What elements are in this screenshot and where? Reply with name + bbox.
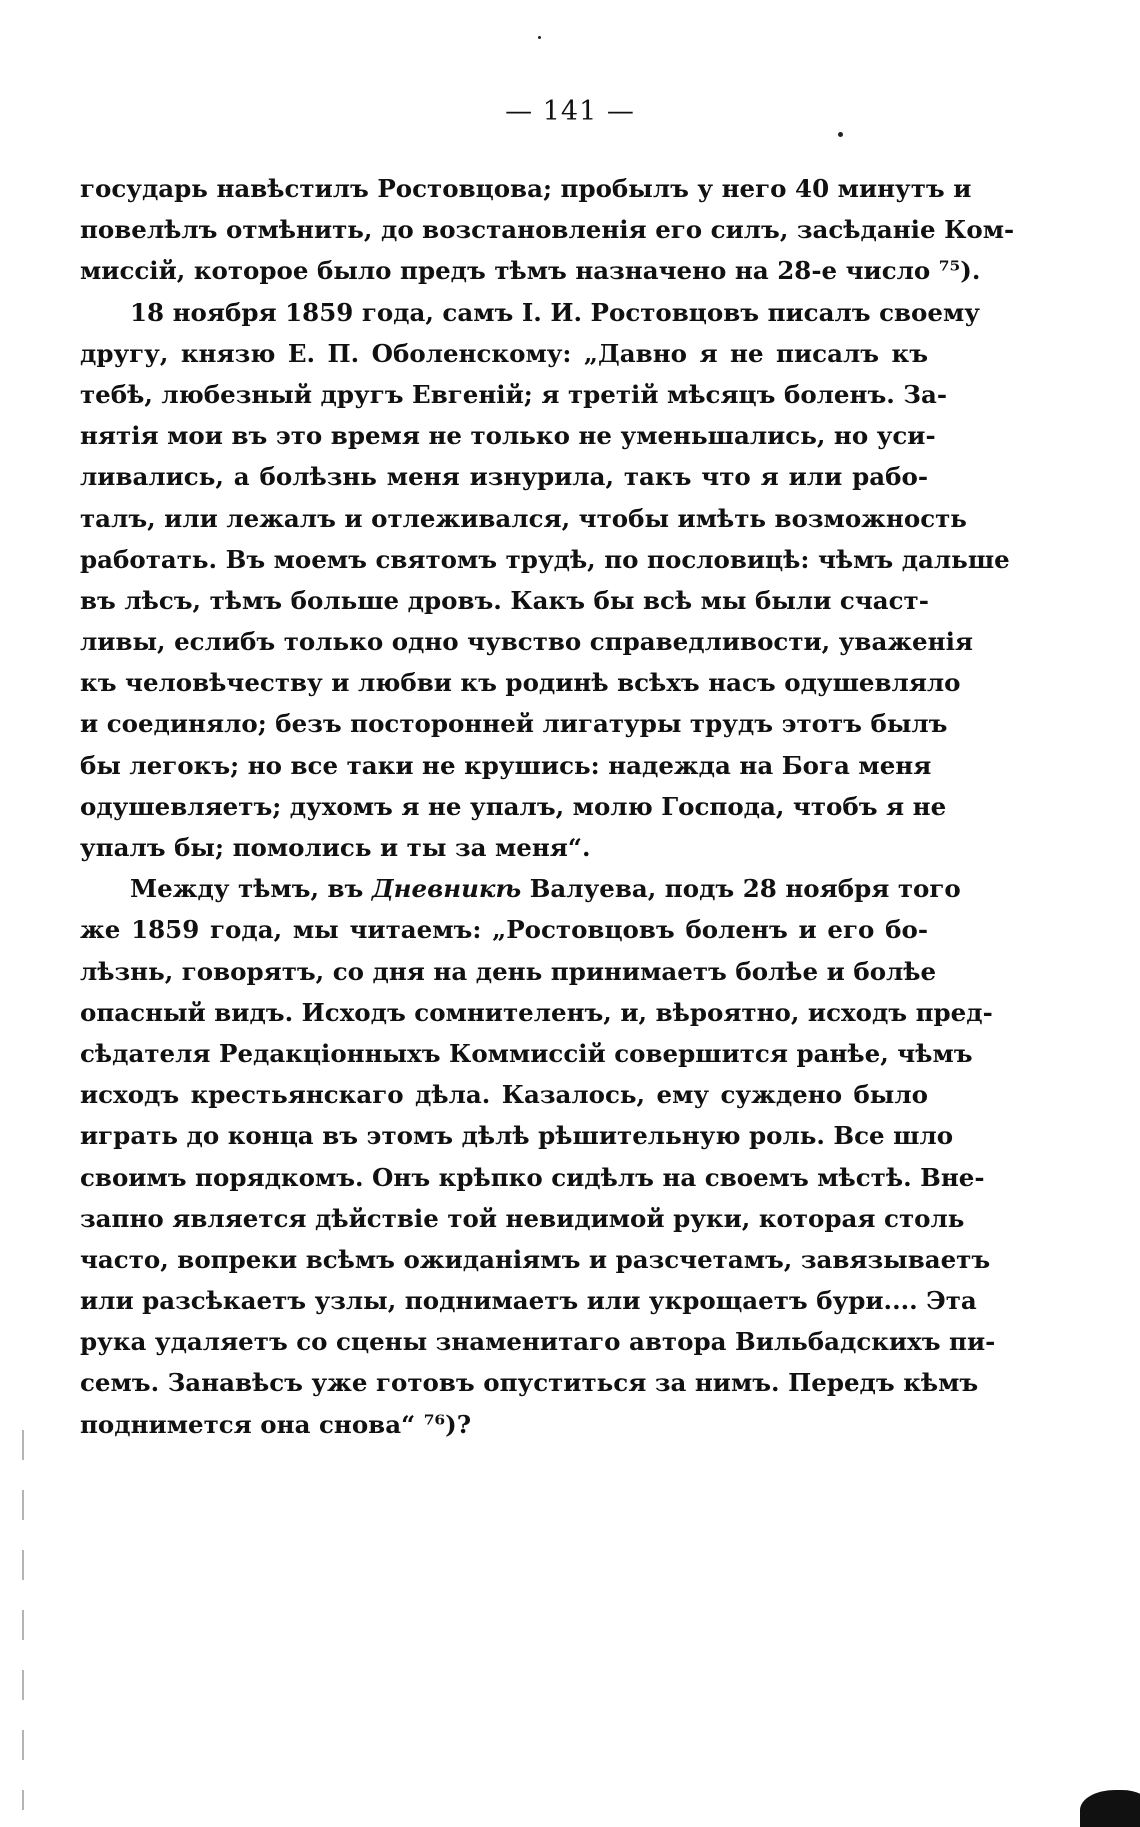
text-line: часто, вопреки всѣмъ ожиданіямъ и разсчетамъ, завязываетъ xyxy=(80,1244,991,1274)
text-line: нятія мои въ это время не только не уменьшались, но уси- xyxy=(80,421,936,451)
text-line: талъ, или лежалъ и отлеживался, чтобы имѣть возможность xyxy=(80,503,967,533)
italic-title: Дневникѣ xyxy=(371,874,522,904)
text-line: играть до конца въ этомъ дѣлѣ рѣшительную роль. Все шло xyxy=(80,1121,954,1151)
text-line: семъ. Занавѣсъ уже готовъ опуститься за нимъ. Передъ кѣмъ xyxy=(80,1368,979,1398)
text-line: къ человѣчеству и любви къ родинѣ всѣхъ насъ одушевляло xyxy=(80,668,961,698)
scan-margin-mark xyxy=(22,1430,24,1810)
text-line: лѣзнь, говорятъ, со дня на день принимаетъ болѣе и болѣе xyxy=(80,956,937,986)
text-line: тебѣ, любезный другъ Евгеній; я третій мѣсяцъ боленъ. За- xyxy=(80,379,948,409)
text-line: ливы, еслибъ только одно чувство справедливости, уваженія xyxy=(80,627,973,657)
ink-speck xyxy=(538,36,541,39)
text-line: работать. Въ моемъ святомъ трудѣ, по пословицѣ: чѣмъ дальше xyxy=(80,544,1010,574)
text-line: миссій, которое было предъ тѣмъ назначено на 28-е число ⁷⁵). xyxy=(80,256,981,286)
text-line: исходъ крестьянскаго дѣла. Казалось, ему суждено было xyxy=(80,1080,928,1110)
text-line: или разсѣкаетъ узлы, поднимаетъ или укрощаетъ бури.... Эта xyxy=(80,1286,977,1316)
text-line: 18 ноября 1859 года, самъ I. И. Ростовцовъ писалъ своему xyxy=(130,297,980,327)
text-line: же 1859 года, мы читаемъ: „Ростовцовъ боленъ и его бо- xyxy=(80,915,928,945)
text-line: одушевляетъ; духомъ я не упалъ, молю Господа, чтобъ я не xyxy=(80,791,947,821)
text-line: ливались, а болѣзнь меня изнурила, такъ что я или рабо- xyxy=(80,462,928,492)
text-line: сѣдателя Редакціонныхъ Коммиссій совершится ранѣе, чѣмъ xyxy=(80,1038,973,1068)
text-line: и соединяло; безъ посторонней лигатуры трудъ этотъ былъ xyxy=(80,709,948,739)
text-line: государь навѣстилъ Ростовцова; пробылъ у него 40 минутъ и xyxy=(80,174,972,203)
text-line: запно является дѣйствіе той невидимой руки, которая столь xyxy=(80,1203,965,1233)
text-line: опасный видъ. Исходъ сомнителенъ, и, вѣроятно, исходъ пред- xyxy=(80,997,993,1027)
text-line: своимъ порядкомъ. Онъ крѣпко сидѣлъ на своемъ мѣстѣ. Вне- xyxy=(80,1162,985,1192)
text-line: рука удаляетъ со сцены знаменитаго автора Вильбадскихъ пи- xyxy=(80,1327,996,1357)
text-line: въ лѣсъ, тѣмъ больше дровъ. Какъ бы всѣ мы были счаст- xyxy=(80,585,929,615)
text-line: упалъ бы; помолись и ты за меня“. xyxy=(80,833,591,862)
page-number: — 141 — xyxy=(505,96,635,127)
ink-speck xyxy=(838,132,843,137)
text-line: другу, князю Е. П. Оболенскому: „Давно я не писалъ къ xyxy=(80,338,928,368)
text-line: бы легокъ; но все таки не крушись: надежда на Бога меня xyxy=(80,750,932,780)
ink-blot xyxy=(1080,1790,1140,1827)
text-line: поднимется она снова“ ⁷⁶)? xyxy=(80,1409,472,1439)
text-line: Между тѣмъ, въ Дневникѣ Валуева, подъ 28 ноября того xyxy=(130,874,961,904)
body-text xyxy=(80,168,1015,1445)
text-line: повелѣлъ отмѣнить, до возстановленія его силъ, засѣданіе Ком- xyxy=(80,215,1015,245)
